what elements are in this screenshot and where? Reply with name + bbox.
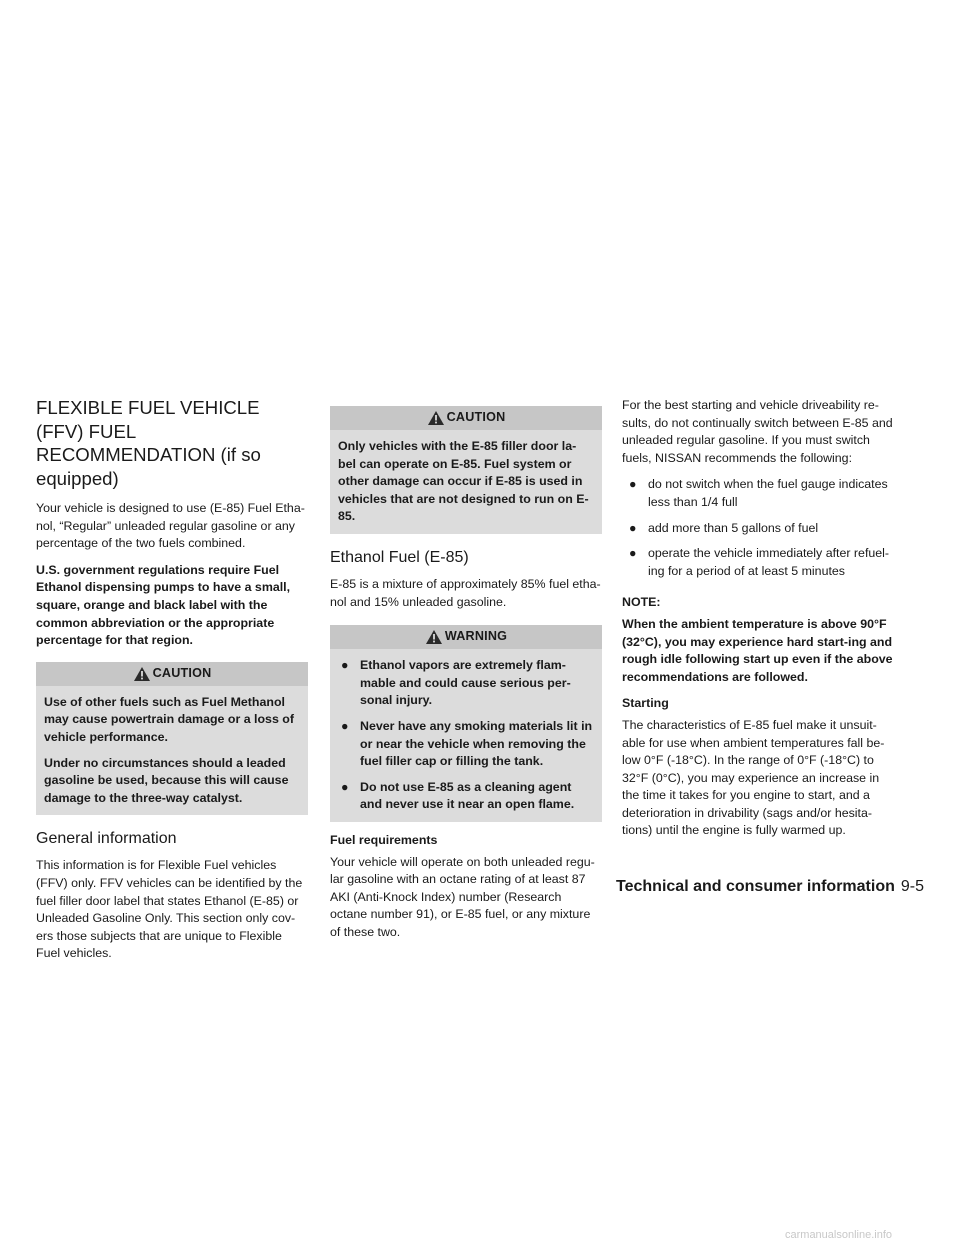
caution-header [36,662,308,686]
list-item: ● operate the vehicle immediately after refuel-ing for a period of at least 5 minutes [629,546,890,578]
watermark: carmanualsonline.info [785,1229,893,1241]
starting-paragraph: The characteristics of E-85 fuel make it unsuit-able for use when ambient temperatures fall be-low 0°F (-18°C). In the range of 0°F (-18°C) to 32°F (0°C), you may experience an increase in the time it takes for you engine to start, and a deterioration in drivability (sags and/or hesita-tions) until the engine is fully warmed up. [622,717,885,838]
column-right [622,397,894,849]
section-heading: General information [36,830,177,848]
regulation-paragraph: U.S. government regulations require Fuel Ethanol dispensing pumps to have a small, square, orange and black label with the common abbreviation or the appropriate percentage for that region. [36,562,291,648]
bullet-icon: ● [629,546,637,561]
list-item: ● Ethanol vapors are extremely flam-mable and could cause serious per-sonal injury. [341,658,571,708]
caution-header [330,406,602,430]
caution-text: Only vehicles with the E-85 filler door la-bel can operate on E-85. Fuel system or other damage can occur if E-85 is used in vehicles that are not designed to run on E-85. [338,439,589,524]
note-text: When the ambient temperature is above 90°F (32°C), you may experience hard start-ing and rough idle following start up even if the above recommendations are followed. [622,616,893,684]
list-item: ● Do not use E-85 as a cleaning agent and never use it near an open flame. [341,779,575,812]
section-heading: Ethanol Fuel (E-85) [330,548,469,566]
warning-box [330,625,602,822]
list-item: ● add more than 5 gallons of fuel [622,520,894,538]
column-middle [330,396,602,950]
ethanol-paragraph: E-85 is a mixture of approximately 85% fuel etha-nol and 15% unleaded gasoline. [330,576,601,609]
warning-list [338,657,594,814]
intro-paragraph: Your vehicle is designed to use (E-85) Fuel Etha-nol, “Regular” unleaded regular gasoline or any percentage of the two fuels combined. [36,501,305,551]
caution-box-e85 [330,406,602,534]
caution-label: CAUTION [446,410,506,425]
page-footer [588,877,924,897]
general-info-paragraph: This information is for Flexible Fuel vehicles (FFV) only. FFV vehicles can be identified by the fuel filler door label that states Ethanol (E-85) or Unleaded Gasoline Only. This section only cov-ers those subjects that are unique to Flexible Fuel vehicles. [36,858,303,961]
subheading-starting: Starting [622,696,669,711]
list-item: ● Never have any smoking materials lit in or near the vehicle when removing the fuel filler cap or filling the tank. [341,718,593,769]
warning-triangle-icon [425,629,443,645]
recommendation-list [622,476,894,580]
caution-label: CAUTION [152,665,212,680]
warning-triangle-icon [427,410,445,426]
caution-text: Under no circumstances should a leaded gasoline be used, because this will cause damage to the three-way catalyst. [44,755,289,805]
caution-box-methanol [36,662,308,816]
page-title: FLEXIBLE FUEL VEHICLE (FFV) FUEL RECOMMENDATION (if so equipped) [36,397,261,489]
footer-section-title: Technical and consumer information [616,878,895,895]
subheading-fuel-requirements: Fuel requirements [330,832,438,847]
warning-label: WARNING [444,629,508,644]
warning-header [330,625,602,649]
bullet-icon: ● [629,520,637,535]
list-item: ● do not switch when the fuel gauge indicates less than 1/4 full [629,477,888,509]
warning-triangle-icon [133,666,151,682]
fuel-requirements-paragraph: Your vehicle will operate on both unleaded regu-lar gasoline with an octane rating of at least 87 AKI (Anti-Knock Index) number (Research octane number 91), or E-85 fuel, or any mixture of these two. [330,854,595,939]
bullet-icon: ● [341,718,349,733]
page-number: 9-5 [900,878,924,895]
bullet-icon: ● [629,477,637,492]
driveability-paragraph: For the best starting and vehicle driveability re-sults, do not continually switch between E-85 and unleaded regular gasoline. If you must switch fuels, NISSAN recommends the following: [622,398,893,465]
note-label: NOTE: [622,595,661,610]
caution-text: Use of other fuels such as Fuel Methanol may cause powertrain damage or a loss of vehicle performance. [44,694,294,744]
column-left [36,396,308,972]
bullet-icon: ● [341,779,349,794]
bullet-icon: ● [341,658,349,673]
